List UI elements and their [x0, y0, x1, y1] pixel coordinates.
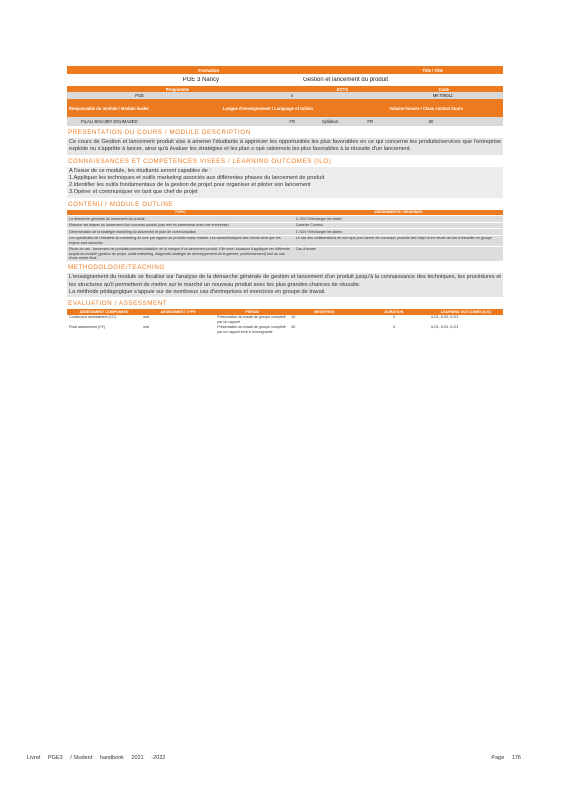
outline-topic: Détermination de la stratégie marketing du lancement et plan de communication: [67, 229, 294, 236]
eval-header: LEARNING OUTCOMES (ILO): [429, 309, 503, 315]
header-label-row: [67, 66, 503, 74]
knowledge-line: A l'issue de ce module, les étudiants seront capables de :: [69, 167, 211, 174]
footer-word: Livret: [27, 755, 41, 761]
ects-label: ECTS: [336, 86, 348, 92]
header-value-row: [67, 74, 503, 86]
langue-label: Langue d'enseignement / Language of tuition: [222, 105, 314, 111]
code-value: MKT06011: [432, 93, 453, 98]
ects-value: 4: [290, 93, 293, 98]
eval-component: Final assessment (CF): [69, 325, 106, 330]
knowledge-text: [67, 167, 503, 198]
footer-word: handbook: [99, 755, 124, 761]
programme-value-row: [67, 92, 503, 99]
presentation-title: PRESENTATION DU COURS / MODULE DESCRIPTION: [68, 129, 251, 136]
title-value: Gestion et lancement du produit: [303, 77, 389, 83]
outline-title: CONTENU / MODULE OUTLINE: [68, 200, 174, 208]
eval-type: oral: [143, 315, 150, 320]
knowledge-line: 2.Identifier les outils fondamentaux de la gestion de projet pour organiser et piloter son lancement: [69, 182, 311, 189]
code-label: Code: [438, 86, 449, 92]
knowledge-title: CONNAISSANCES ET COMPETENCES VISEES / LEARNING OUTCOMES (ILO): [68, 157, 332, 165]
outline-row: [67, 246, 503, 261]
eval-component: Continuous assessment (CC): [69, 315, 116, 320]
volume-value: 30: [428, 119, 433, 124]
outline-topic: La démarche générale du lancement de produit: [67, 216, 294, 223]
eval-duration: 0: [392, 315, 395, 320]
outline-topic: Les spécificités de l'industrie du marketing du luxe par rapport au produits mass market. Les caractéristiques des clients ainsi que les enjeux sont associés.: [67, 235, 294, 246]
footer-word: / Student: [70, 755, 93, 761]
presentation-text: Ce cours de Gestion et lancement produit vise à amener l'étudiants à apprécier les opportunités les plus favorables en ce qui concerne les produits/services que l'entreprise exploite ou s'apprête à lancer, ainsi qu'à évaluer les stratégies et les plan s opé rationnels les plus favorables à la réussite d'un lancement.: [67, 138, 503, 155]
eval-header: WEIGHTING: [289, 309, 359, 315]
volume-label: Volume horaire / Class contact hours: [389, 105, 463, 111]
outline-topic: Elaborer les étapes du lancement d'un nouveau produit (cas réel en partenariat avec une entreprise): [67, 222, 294, 229]
eval-row: [67, 315, 503, 325]
page-number: 176: [511, 755, 521, 761]
page-footer: [27, 755, 521, 761]
syllabus-value: FR: [367, 119, 373, 124]
outline-topic: Etude de cas : lancement de produits/commercialisation de la marque d'un lancement produit. Elle sera l'occasion d'appliquer les différents acquis du module (gestion de projet, outils marketing, diagnostic stratégie de développement de la gamme, positionnement) tout au cas d'une année final.: [67, 246, 294, 261]
langue-value: FR: [289, 119, 295, 124]
footer-right: [491, 755, 521, 761]
formation-label: Formation: [198, 67, 219, 73]
outline-table: [67, 210, 503, 262]
responsable-label: Responsable du module / Module leader: [69, 105, 150, 111]
eval-header: DURATION: [359, 309, 429, 315]
footer-left: [27, 755, 171, 761]
eval-row: [67, 325, 503, 335]
methodology-title: METHODOLOGIE/TEACHING: [68, 264, 165, 272]
knowledge-line: 1.Appliquer les techniques et outils marketing associés aux différentes phases du lancement de produit: [69, 174, 325, 181]
outline-row: [67, 235, 503, 246]
outline-assign: Contrôle Continu: [294, 222, 503, 229]
responsable-label-row: [67, 99, 503, 117]
footer-word: -2022: [151, 755, 166, 761]
methodology-text: L'enseignement du module se focalise sur l'analyse de la démarche générale de gestion et lancement d'un produit jusqu'à la connaissance des techniques, les procédures et les structures qu'il permettent de mettre sur le marché un nouveau produit avec les plus grandes chances de réussite. La méthode pédagogique s'appuie sur de nombreux cas d'entreprises et exercices en groupe de travail.: [67, 273, 503, 297]
programme-label: Programme: [165, 86, 189, 92]
outline-assign: Le cas des collaborations de ma rque pour lancer de nouveaux produits fait l'objet d'une étude de cas à travailler en groupe: [294, 235, 503, 246]
eval-header: ASSESSMENT TYPE: [141, 309, 215, 315]
eval-duration: 0: [392, 325, 395, 330]
evaluation-title: EVALUATION / ASSESSMENT: [68, 300, 168, 308]
eval-ilo: ILO1, ILO2, ILO3: [430, 315, 459, 320]
programme-label-row: [67, 86, 503, 92]
outline-assign: Cas d'année: [294, 246, 503, 261]
outline-assign: 1\ ICN Télécharger les slides: [294, 229, 503, 236]
syllabus-label: Syllabus:: [322, 119, 339, 124]
footer-word: PGE3: [47, 755, 63, 761]
evaluation-table: [67, 309, 503, 335]
title-label: Title / Title: [422, 67, 443, 73]
eval-type: oral: [143, 325, 150, 330]
formation-value: PGE 3 Nancy: [182, 77, 219, 83]
eval-period: Présentation du travail de groupe complété par un rapport: [217, 315, 286, 324]
course-sheet: [67, 66, 503, 335]
eval-period: Présentation du travail de groupe complété par un rapport écrit à l'enseignante: [217, 325, 286, 334]
responsable-value-row: [67, 117, 503, 126]
outline-assign: 1\ ICN Télécharger les slides: [294, 216, 503, 223]
eval-weight: 60: [291, 325, 296, 330]
outline-topic-header: TOPIC: [67, 210, 294, 216]
programme-value: PGE: [135, 93, 144, 98]
knowledge-line: 3.Opérer et communiquer en tant que chef de projet: [69, 189, 198, 196]
eval-header: ASSESSMENT COMPONENT: [67, 309, 141, 315]
footer-word: 2021: [131, 755, 144, 761]
eval-weight: 40: [291, 315, 296, 320]
eval-header: PERIOD: [215, 309, 289, 315]
outline-assign-header: ASSIGNMENTS / READINGS: [294, 210, 503, 216]
page-label: Page: [491, 755, 505, 761]
responsable-value: FILALI BOUJIBY DOUMAZED: [81, 119, 138, 124]
eval-ilo: ILO1, ILO2, ILO3: [430, 325, 459, 330]
